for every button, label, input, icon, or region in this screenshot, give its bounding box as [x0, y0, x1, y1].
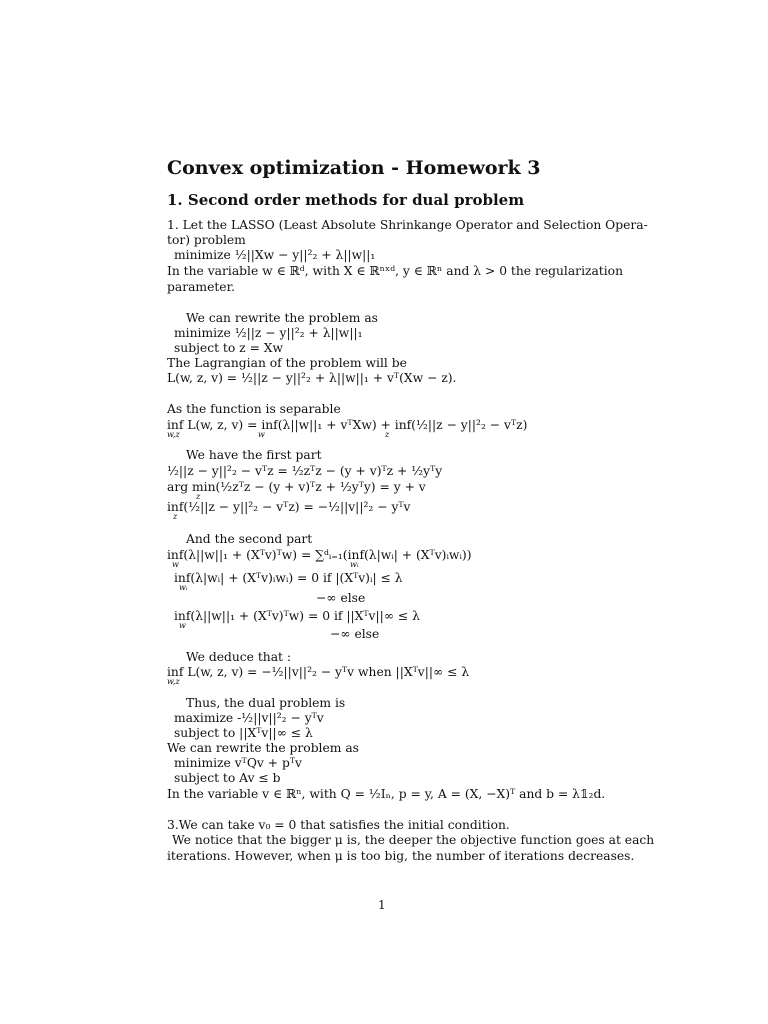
page-title: Convex optimization - Homework 3	[167, 157, 541, 179]
math-subscript: w	[179, 621, 186, 630]
math-subscript: w,z	[167, 430, 180, 439]
math-line: minimize ½||z − y||²₂ + λ||w||₁	[174, 326, 363, 340]
text-line: We notice that the bigger μ is, the deeper the objective function goes at each	[172, 833, 655, 847]
text-line: 3.We can take v₀ = 0 that satisfies the initial condition.	[167, 818, 510, 832]
math-line: inf(λ||w||₁ + (Xᵀv)ᵀw) = ∑ᵈᵢ₌₁(inf(λ|wᵢ| + (Xᵀv)ᵢwᵢ))	[167, 548, 472, 562]
math-line: L(w, z, v) = ½||z − y||²₂ + λ||w||₁ + vᵀ(Xw − z).	[167, 371, 457, 385]
math-subscript: w	[172, 560, 179, 569]
section-heading: 1. Second order methods for dual problem	[167, 191, 525, 209]
math-line: ½||z − y||²₂ − vᵀz = ½zᵀz − (y + v)ᵀz + ½yᵀy	[167, 464, 443, 478]
math-line: −∞ else	[316, 591, 366, 605]
math-line: inf(λ|wᵢ| + (Xᵀv)ᵢwᵢ) = 0 if |(Xᵀv)ᵢ| ≤ λ	[174, 571, 403, 585]
math-line: subject to ||Xᵀv||∞ ≤ λ	[174, 726, 313, 740]
text-line: We deduce that :	[186, 650, 292, 664]
text-line: We have the first part	[186, 448, 322, 462]
math-line: inf L(w, z, v) = inf(λ||w||₁ + vᵀXw) + inf(½||z − y||²₂ − vᵀz)	[167, 418, 528, 432]
math-subscript: wᵢ	[350, 560, 359, 569]
text-line: In the variable v ∈ ℝⁿ, with Q = ½Iₙ, p = y, A = (X, −X)ᵀ and b = λ𝟙₂d.	[167, 787, 606, 801]
math-subscript: z	[173, 512, 178, 521]
text-line: We can rewrite the problem as	[167, 741, 359, 755]
math-line: subject to Av ≤ b	[174, 771, 281, 785]
text-line: tor) problem	[167, 233, 246, 247]
math-subscript: w,z	[167, 677, 180, 686]
text-line: iterations. However, when μ is too big, the number of iterations decreases.	[167, 849, 635, 863]
math-line: inf(λ||w||₁ + (Xᵀv)ᵀw) = 0 if ||Xᵀv||∞ ≤ λ	[174, 609, 420, 623]
math-line: arg min(½zᵀz − (y + v)ᵀz + ½yᵀy) = y + v	[167, 480, 426, 494]
text-line: In the variable w ∈ ℝᵈ, with X ∈ ℝⁿˣᵈ, y ∈ ℝⁿ and λ > 0 the regularization	[167, 264, 624, 278]
math-line: −∞ else	[330, 627, 380, 641]
math-line: minimize ½||Xw − y||²₂ + λ||w||₁	[174, 248, 376, 262]
text-line: As the function is separable	[167, 402, 341, 416]
text-line: parameter.	[167, 280, 236, 294]
math-subscript: z	[385, 430, 390, 439]
text-line: The Lagrangian of the problem will be	[167, 356, 407, 370]
math-line: inf(½||z − y||²₂ − vᵀz) = −½||v||²₂ − yᵀv	[167, 500, 411, 514]
math-subscript: wᵢ	[179, 583, 188, 592]
math-subscript: z	[196, 492, 201, 501]
math-line: subject to z = Xw	[174, 341, 284, 355]
math-line: maximize -½||v||²₂ − yᵀv	[174, 711, 324, 725]
text-line: 1. Let the LASSO (Least Absolute Shrinkange Operator and Selection Opera-	[167, 218, 648, 232]
text-line: And the second part	[186, 532, 313, 546]
math-line: minimize vᵀQv + pᵀv	[174, 756, 302, 770]
text-line: We can rewrite the problem as	[186, 311, 378, 325]
text-line: Thus, the dual problem is	[186, 696, 346, 710]
math-subscript: w	[258, 430, 265, 439]
math-line: inf L(w, z, v) = −½||v||²₂ − yᵀv when ||Xᵀv||∞ ≤ λ	[167, 665, 470, 679]
page-number: 1	[378, 898, 386, 912]
